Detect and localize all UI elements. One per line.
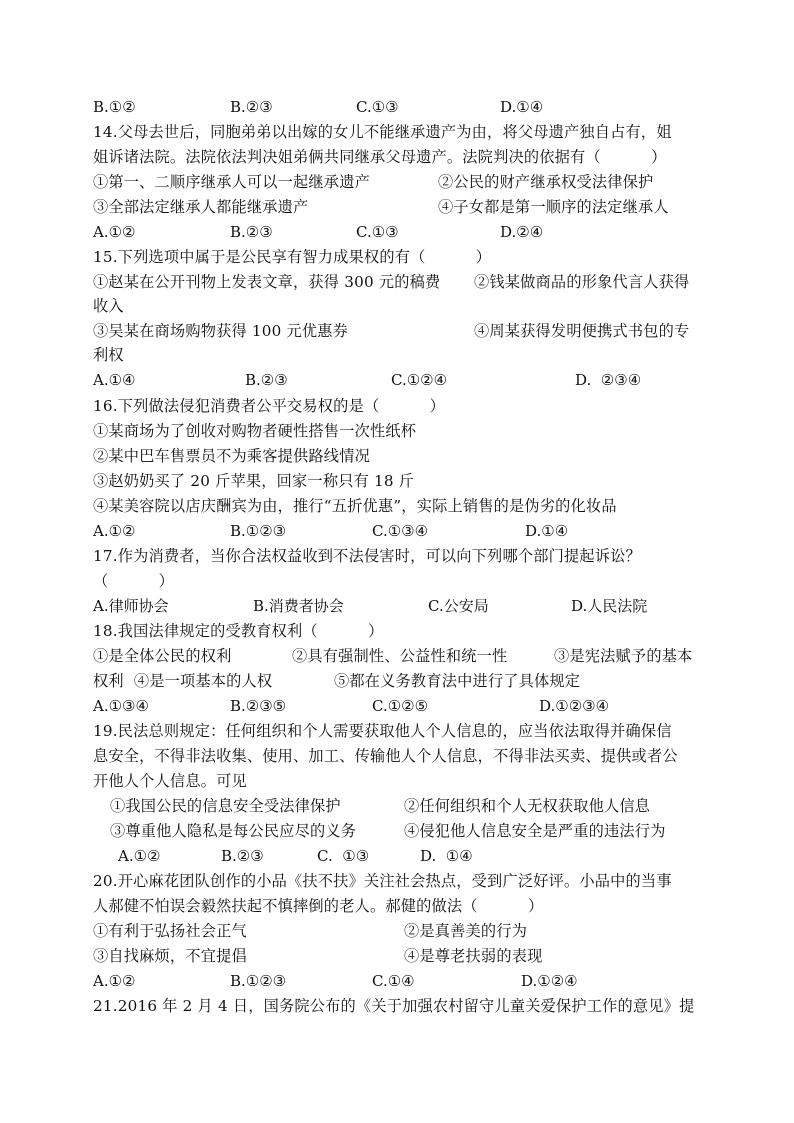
q15-item3: ③吴某在商场购物获得 100 元优惠券 (93, 322, 349, 340)
q14-options (93, 222, 713, 242)
q19-option-c: C. ①③ (317, 847, 370, 865)
q14-option-a: A.①② (93, 223, 136, 241)
q18-item-b: ②具有强制性、公益性和统一性 (292, 647, 508, 665)
q20-option-d: D.①②④ (521, 972, 578, 990)
q15-item2-cont: 收入 (93, 297, 124, 315)
q16-options (93, 521, 713, 541)
q17-option-d: D.人民法院 (571, 597, 648, 615)
q18-option-a: A.①③④ (93, 697, 149, 715)
q16-option-a: A.①② (93, 522, 136, 540)
q14-option-b: B.②③ (230, 223, 273, 241)
q20-option-b: B.①②③ (230, 972, 287, 990)
q14-item1: ①第一、二顺序继承人可以一起继承遗产 (93, 173, 370, 191)
q14-item4: ④子女都是第一顺序的法定继承人 (438, 198, 669, 216)
q16-item4: ④某美容院以店庆酬宾为由，推行“五折优惠”，实际上销售的是伪劣的化妆品 (93, 497, 617, 515)
q13-option-b1: B.①② (93, 98, 136, 116)
q19-item4: ④侵犯他人信息安全是严重的违法行为 (404, 822, 666, 840)
q16-item3: ③赵奶奶买了 20 斤苹果，回家一称只有 18 斤 (93, 472, 415, 490)
q15-option-d: D. ②③④ (575, 371, 642, 389)
q13-options (93, 97, 713, 117)
q19-item3: ③尊重他人隐私是每公民应尽的义务 (110, 822, 357, 840)
q19-option-d: D. ①④ (420, 847, 473, 865)
q20-options (93, 971, 713, 991)
q19-item2: ②任何组织和个人无权获取他人信息 (404, 797, 651, 815)
q15-option-b: B.②③ (245, 371, 288, 389)
q15-item4-cont: 利权 (93, 346, 124, 364)
q20-item3: ③自找麻烦，不宜提倡 (93, 947, 247, 965)
q19-stem-line1: 19.民法总则规定：任何组织和个人需要获取他人个人信息的，应当依法取得并确保信 (93, 722, 672, 740)
q15-stem: 15.下列选项中属于是公民享有智力成果权的有（ ） (93, 248, 492, 266)
q20-stem-line1: 20.开心麻花团队创作的小品《扶不扶》关注社会热点，受到广泛好评。小品中的当事 (93, 872, 672, 890)
q18-option-b: B.②③⑤ (230, 697, 287, 715)
q18-option-d: D.①②③④ (539, 697, 610, 715)
q15-item4: ④周某获得发明便携式书包的专 (474, 322, 690, 340)
q14-option-c: C.①③ (356, 223, 399, 241)
q18-item-c: ③是宪法赋予的基本 (554, 647, 693, 665)
q13-option-b2: B.②③ (230, 98, 273, 116)
q18-option-c: C.①②⑤ (372, 697, 429, 715)
q18-item-a: ①是全体公民的权利 (93, 647, 232, 665)
q20-stem-line2: 人郝健不怕误会毅然扶起不慎摔倒的老人。郝健的做法（ ） (93, 897, 544, 915)
q17-stem-line2: （ ） (93, 572, 175, 590)
q16-option-d: D.①④ (525, 522, 569, 540)
q17-option-c: C.公安局 (428, 597, 489, 615)
q18-stem: 18.我国法律规定的受教育权利（ ） (93, 622, 384, 640)
q20-item4: ④是尊老扶弱的表现 (404, 947, 543, 965)
q16-item1: ①某商场为了创收对购物者硬性搭售一次性纸杯 (93, 422, 417, 440)
q19-option-a: A.①② (118, 847, 161, 865)
q14-option-d: D.②④ (500, 223, 544, 241)
q15-item2: ②钱某做商品的形象代言人获得 (474, 273, 690, 291)
q15-item1: ①赵某在公开刊物上发表文章，获得 300 元的稿费 (93, 273, 441, 291)
q16-option-b: B.①②③ (230, 522, 287, 540)
q16-item2: ②某中巴车售票员不为乘客提供路线情况 (93, 447, 370, 465)
q19-options (118, 846, 738, 866)
q15-option-c: C.①②④ (391, 371, 448, 389)
q20-item2: ②是真善美的行为 (404, 922, 528, 940)
q14-stem-line2: 姐诉诸法院。法院依法判决姐弟俩共同继承父母遗产。法院判决的依据有（ ） (93, 148, 667, 166)
q21-stem-line1: 21.2016 年 2 月 4 日，国务院公布的《关于加强农村留守儿童关爱保护工作的意见》提 (93, 997, 695, 1015)
q14-stem-line1: 14.父母去世后，同胞弟弟以出嫁的女儿不能继承遗产为由，将父母遗产独自占有，姐 (93, 123, 672, 141)
q17-option-b: B.消费者协会 (253, 597, 344, 615)
q19-option-b: B.②③ (221, 847, 264, 865)
q18-item-d: 权利 ④是一项基本的人权 (93, 672, 273, 690)
q17-stem-line1: 17.作为消费者，当你合法权益收到不法侵害时，可以向下列哪个部门提起诉讼？ (93, 547, 641, 565)
q19-stem-line2: 息安全，不得非法收集、使用、加工、传输他人个人信息，不得非法买卖、提供或者公 (93, 747, 678, 765)
q13-option-d: D.①④ (500, 98, 544, 116)
q15-options (93, 370, 713, 390)
q17-options (93, 596, 713, 616)
q19-stem-line3: 开他人个人信息。可见 (93, 772, 247, 790)
q20-option-c: C.①④ (372, 972, 415, 990)
q18-options (93, 696, 713, 716)
q16-option-c: C.①③④ (372, 522, 429, 540)
q19-item1: ①我国公民的信息安全受法律保护 (110, 797, 341, 815)
q18-item-e: ⑤都在义务教育法中进行了具体规定 (334, 672, 581, 690)
q15-option-a: A.①④ (93, 371, 136, 389)
q17-option-a: A.律师协会 (93, 597, 169, 615)
q13-option-c: C.①③ (356, 98, 399, 116)
q14-item2: ②公民的财产继承权受法律保护 (438, 173, 654, 191)
q16-stem: 16.下列做法侵犯消费者公平交易权的是（ ） (93, 397, 446, 415)
q20-option-a: A.①② (93, 972, 136, 990)
q14-item3: ③全部法定继承人都能继承遗产 (93, 198, 309, 216)
q20-item1: ①有利于弘扬社会正气 (93, 922, 247, 940)
